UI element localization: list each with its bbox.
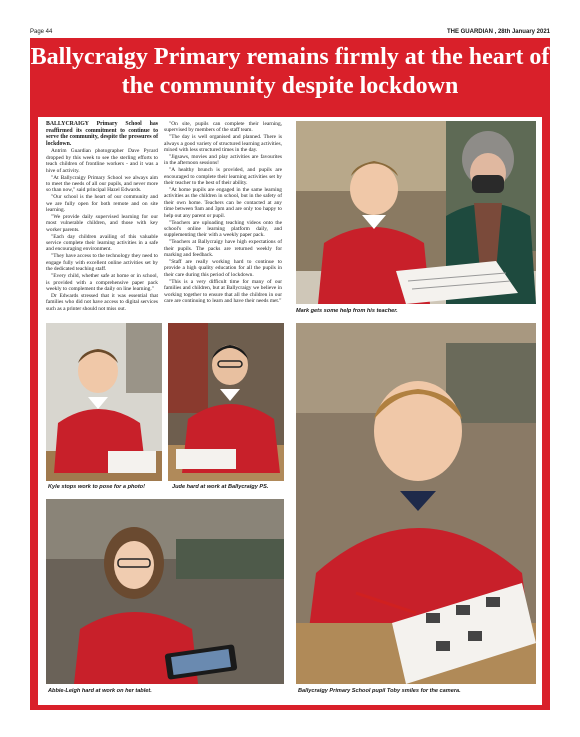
article-paragraph: "On site, pupils can complete their learning, supervised by members of the staff team. (164, 121, 282, 134)
article-headline: Ballycraigy Primary remains firmly at the heart of the community despite lockdown (30, 44, 550, 99)
photo-kyle (46, 323, 162, 481)
photo-jude (168, 323, 284, 481)
article-paragraph: "We provide daily supervised learning for our most vulnerable children, and those with key worker parents. (46, 213, 158, 233)
article-frame (30, 38, 550, 710)
article-paragraph: "Teachers are uploading teaching videos onto the school's online learning platform daily, and supplementing their with a weekly paper pack. (164, 219, 282, 239)
caption-jude: Jude hard at work at Ballycraigy PS. (172, 484, 269, 490)
caption-kyle: Kyle stops work to pose for a photo! (48, 484, 145, 490)
caption-abbie-leigh: Abbie-Leigh hard at work on her tablet. (48, 688, 152, 694)
article-paragraph: "At home pupils are engaged in the same learning activities as the children in school, but in the safety of their own home. Teachers can be contacted at any time between 9am and 3pm and are only too happy to help out any parent or pupil. (164, 187, 282, 219)
article-paragraph: "Each day children availing of this valuable service complete their learning activities in a safe and encouraging environment. (46, 233, 158, 253)
article-paragraph: "Jigsaws, movies and play activities are favourites in the afternoon sessions! (164, 154, 282, 167)
article-panel (38, 117, 542, 705)
caption-toby: Ballycraigy Primary School pupil Toby smiles for the camera. (298, 688, 461, 694)
article-paragraph: "A healthy brunch is provided, and pupils are encouraged to complete their learning activities set by their teacher to the best of their ability. (164, 167, 282, 187)
page-number: Page 44 (30, 29, 53, 35)
article-paragraph: "Staff are really working hard to continue to provide a high quality education for all the pupils in their care during this period of lockdown. (164, 259, 282, 278)
article-paragraph: Antrim Guardian photographer Dave Pyrard dropped by this week to see the sterling efforts to teach children of frontline workers - and it was a hive of activity. (46, 148, 158, 174)
photo-abbie-leigh (46, 499, 284, 684)
photo-mark-with-teacher (296, 121, 536, 304)
article-paragraph: "The day is well organised and planned. There is always a good variety of structured learning activities, mixed with less structured times in the day. (164, 134, 282, 154)
page-header (30, 28, 550, 37)
caption-mark: Mark gets some help from his teacher. (296, 308, 398, 314)
article-paragraph: "Every child, whether safe at home or in school, is provided with a comprehensive paper pack weekly to complement the daily on line learning." (46, 273, 158, 292)
article-paragraph: "At Ballycraigy Primary School we always aim to meet the needs of all our pupils, and never more so than now," said principal Hazel Edwards. (46, 174, 158, 194)
publication-dateline: THE GUARDIAN , 28th January 2021 (446, 29, 550, 35)
article-paragraph: "Teachers at Ballycraigy have high expectations of their pupils. The packs are returned weekly for marking and feedback. (164, 239, 282, 259)
article-paragraph: BALLYCRAIGY Primary School has reaffirmed its commitment to continue to serve the community, despite the pressures of lockdown. (46, 121, 158, 147)
article-paragraph: Dr Edwards stressed that it was essential that families who did not have access to digital services such as a printer should not miss out. (46, 292, 158, 312)
article-paragraph: "They have access to the technology they need to engage fully with excellent online activities set by the dedicated teaching staff. (46, 253, 158, 273)
article-column-1 (46, 121, 158, 313)
article-paragraph: "Our school is the heart of our community and we are fully open for both remote and on site learning. (46, 194, 158, 214)
article-paragraph: "This is a very difficult time for many of our families and children, but at Ballycraigy we believe in working together to ensure that all the children in our care are continuing to learn and have their needs met." (164, 278, 282, 304)
photo-toby (296, 323, 536, 684)
article-column-2 (164, 121, 282, 305)
